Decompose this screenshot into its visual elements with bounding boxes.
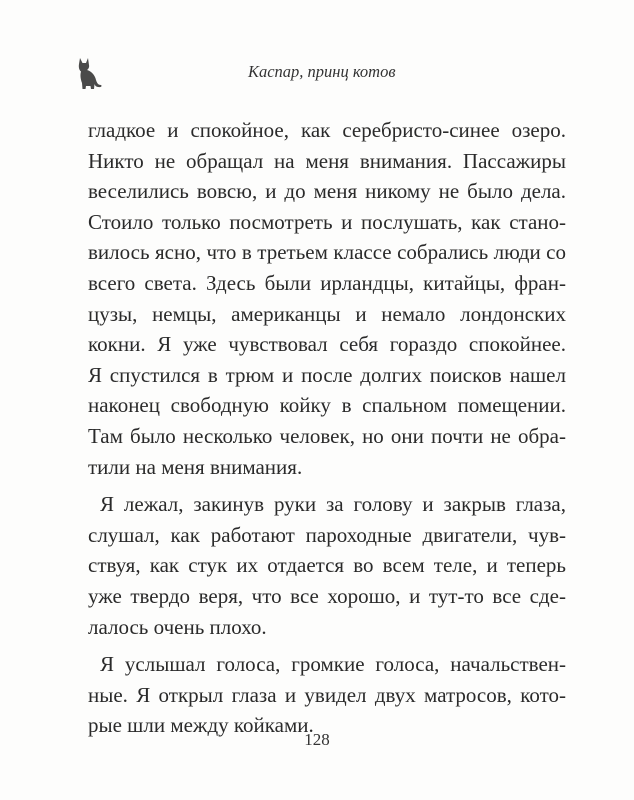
text-line: Я лежал, закинув руки за голову и закрыв глаза, [100,492,566,517]
paragraph-gap [88,642,566,649]
text-line: рые шли между койками. [88,713,314,738]
text-line: веселились вовсю, и до меня никому не было дела. [88,179,566,204]
body-text [88,115,566,741]
text-line: наконец свободную койку в спальном помещении. [88,393,566,418]
text-line: кокни. Я уже чувствовал себя гораздо спокойнее. [88,332,566,357]
text-line: гладкое и спокойное, как серебристо-синее озеро. [88,118,566,142]
cat-silhouette-icon [74,56,102,90]
text-line: цузы, немцы, американцы и немало лондонских [88,301,566,326]
text-line: всего света. Здесь были ирландцы, китайцы, фран- [88,270,566,295]
text-line: Никто не обращал на меня внимания. Пассажиры [88,148,566,173]
text-line: Я услышал голоса, громкие голоса, начальствен- [100,652,566,677]
paragraph-gap [88,482,566,489]
text-line: слушал, как работают пароходные двигатели, чув- [88,522,566,547]
text-line: уже твердо веря, что все хорошо, и тут-то все сде- [88,583,566,608]
page-number: 128 [304,730,330,749]
text-line: лалось очень плохо. [88,614,267,639]
text-line: вилось ясно, что в третьем классе собрались люди со [88,240,566,265]
text-line: ствуя, как стук их отдается во всем теле, и теперь [88,553,566,578]
text-line: Там было несколько человек, но они почти не обра- [88,423,566,448]
text-line: Стоило только посмотреть и послушать, как стано- [88,209,566,234]
running-head: Каспар, принц котов [248,62,396,81]
text-line: Я спустился в трюм и после долгих поисков нашел [88,362,566,387]
text-line: тили на меня внимания. [88,454,303,479]
text-line: ные. Я открыл глаза и увидел двух матросов, кото- [88,682,566,707]
